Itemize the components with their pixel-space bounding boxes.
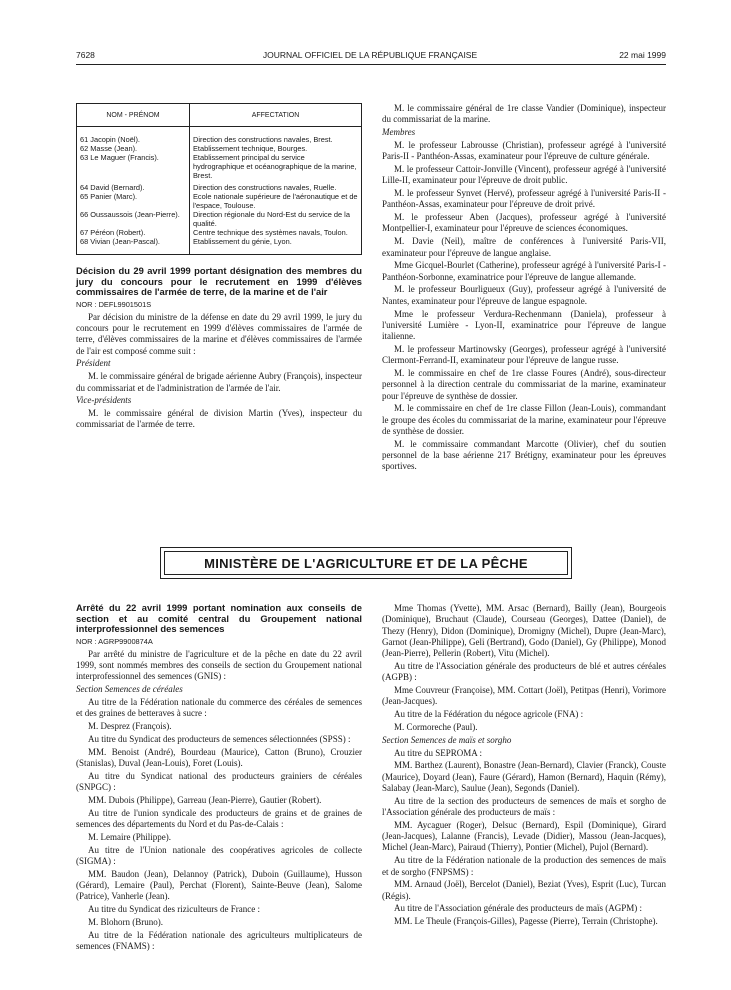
nomination-paragraph: M. Desprez (François). [88, 721, 172, 732]
arrete-nor: NOR : AGRP9900874A [76, 637, 153, 646]
table-row [77, 210, 362, 228]
column-header-name: NOM - PRÉNOM [77, 104, 190, 127]
cereales-entries [76, 697, 362, 952]
member-entry: Mme le professeur Verdura-Rechenmann (Daniela), professeur à l'université Lumière - Lyon-II, examinatrice pour l'épreuve de langue italienne. [382, 308, 666, 342]
affectation-table [76, 103, 362, 255]
table-row [77, 144, 362, 153]
table-cell-name: 62 Masse (Jean). [77, 144, 190, 153]
table-row [77, 153, 362, 180]
table-cell-assignment: Direction régionale du Nord-Est du service de la qualité. [190, 210, 362, 228]
member-entry: M. le professeur Martinowsky (Georges), professeur agrégé à l'université Clermont-Ferrand-II, examinateur pour l'épreuve de langue russe. [382, 343, 666, 366]
nomination-paragraph: Au titre de la Fédération nationale des agriculteurs multiplicateurs de semences (FNAMS) : [76, 929, 362, 951]
nomination-paragraph: MM. Dubois (Philippe), Garreau (Jean-Pierre), Gautier (Robert). [88, 794, 322, 805]
nomination-paragraph: Au titre du Syndicat des riziculteurs de France : [88, 904, 260, 915]
member-entry: M. le professeur Labrousse (Christian), professeur agrégé à l'université Paris-II - Panthéon-Assas, examinateur pour l'épreuve de culture générale. [382, 139, 666, 162]
arrete-intro: Par arrêté du ministre de l'agriculture et de la pêche en date du 22 avril 1999, sont nommés membres des conseils de section du Groupement national interprofessionnel des semences (GNIS) : [76, 648, 362, 682]
nomination-paragraph: Au titre de la Fédération du négoce agricole (FNA) : [394, 709, 584, 720]
nomination-paragraph: M. Blohorn (Bruno). [88, 916, 163, 927]
nomination-paragraph: MM. Aycaguer (Roger), Delsuc (Bernard), Espil (Dominique), Girard (Jean-Jacques), Lalanne (Francis), Levade (Didier), Massou (Jean-Jacques), Michel (Jean-Marc), Pairaud (Thierry), Pontier (Michel), Pujol (Bernard). [382, 819, 666, 853]
vice-president-2: M. le commissaire général de 1re classe Vandier (Dominique), inspecteur du commissariat de la marine. [382, 103, 666, 125]
member-entry: Mme Gicquel-Bourlet (Catherine), professeur agrégé à l'université Paris-I - Panthéon-Sorbonne, examinatrice pour l'épreuve de langue allemande. [382, 260, 666, 282]
nomination-paragraph: Au titre de la Fédération nationale de la production des semences de maïs et de sorgho (FNPSMS) : [382, 855, 666, 877]
vice-president-1: M. le commissaire général de division Martin (Yves), inspecteur du commissariat de l'armée de terre. [76, 408, 362, 430]
page-number: 7628 [76, 50, 95, 60]
nomination-paragraph: Au titre du Syndicat national des producteurs grainiers de céréales (SNPGC) : [76, 770, 362, 793]
president-heading: Président [76, 358, 111, 369]
members-list [382, 140, 666, 473]
nomination-paragraph: Au titre du SEPROMA : [394, 747, 483, 758]
right-column-top [382, 103, 666, 474]
section-cereales-heading: Section Semences de céréales [76, 684, 183, 695]
left-column-top [76, 103, 362, 432]
arrete-title: Arrêté du 22 avril 1999 portant nomination aux conseils de section et au comité central du Groupement national interprofessionnel des semences [76, 602, 362, 634]
section-mais-heading: Section Semences de maïs et sorgho [382, 734, 512, 745]
table-cell-name: 64 David (Bernard). [77, 180, 190, 192]
member-entry: M. le professeur Synvet (Hervé), professeur agrégé à l'université Paris-II - Panthéon-Assas, examinateur pour l'épreuve de droit privé. [382, 188, 666, 210]
table-body [77, 127, 362, 255]
table-cell-name: 65 Panier (Marc). [77, 192, 190, 210]
issue-date: 22 mai 1999 [619, 50, 666, 60]
left-column-bottom [76, 603, 362, 954]
nomination-paragraph: Au titre de l'Union nationale des coopératives agricoles de collecte (SIGMA) : [76, 844, 362, 866]
header-rule [76, 64, 666, 65]
table-cell-name: 66 Oussaussois (Jean-Pierre). [77, 210, 190, 228]
journal-title: JOURNAL OFFICIEL DE LA RÉPUBLIQUE FRANÇAISE [262, 50, 478, 60]
table-row [77, 192, 362, 210]
nomination-paragraph: M. Lemaire (Philippe). [88, 831, 171, 842]
nomination-paragraph: Au titre du Syndicat des producteurs de semences sélectionnées (SPSS) : [88, 733, 351, 744]
table-cell-name: 61 Jacopin (Noël). [77, 127, 190, 145]
table-cell-assignment: Etablissement principal du service hydrographique et océanographique de la marine, Brest. [190, 153, 362, 180]
nomination-paragraph: MM. Arnaud (Joël), Bercelot (Daniel), Beziat (Yves), Esprit (Luc), Turcan (Régis). [382, 879, 666, 901]
table-cell-assignment: Etablissement du génie, Lyon. [190, 237, 362, 255]
president-text: M. le commissaire général de brigade aérienne Aubry (François), inspecteur du commissariat et de l'administration de l'armée de l'air. [76, 371, 362, 393]
nomination-paragraph: Mme Couvreur (Françoise), MM. Cottart (Joël), Petitpas (Henri), Vorimore (Jean-Jacques). [382, 685, 666, 707]
member-entry: M. le commissaire en chef de 1re classe Fillon (Jean-Louis), commandant le groupe des écoles du commissariat de la marine, examinateur pour l'épreuve de synthèse de dossier. [382, 403, 666, 437]
table-row [77, 127, 362, 145]
column-header-assignment: AFFECTATION [190, 104, 362, 127]
table-cell-assignment: Etablissement technique, Bourges. [190, 144, 362, 153]
nomination-paragraph: Au titre de l'union syndicale des producteurs de grains et de graines de semences des départements du Nord et du Pas-de-Calais : [76, 807, 362, 829]
nomination-paragraph: Au titre de la Fédération nationale du commerce des céréales de semences et des graines de betteraves à sucre : [76, 696, 362, 719]
table-cell-assignment: Centre technique des systèmes navals, Toulon. [190, 228, 362, 237]
table-cell-name: 63 Le Maguer (Francis). [77, 153, 190, 180]
member-entry: M. le professeur Cattoir-Jonville (Vincent), professeur agrégé à l'université Lille-II, examinateur pour l'épreuve de droit public. [382, 163, 666, 186]
ministry-title: MINISTÈRE DE L'AGRICULTURE ET DE LA PÊCHE [164, 551, 568, 575]
ministry-banner [160, 547, 572, 579]
decision-intro: Par décision du ministre de la défense en date du 29 avril 1999, le jury du concours pour le recrutement en 1999 d'élèves commissaires de l'armée de terre, d'élèves commissaires de la marine et d'élèves commissaires de l'armée de l'air est composé comme suit : [76, 311, 362, 356]
nomination-paragraph: Au titre de l'Association générale des producteurs de blé et autres céréales (AGPB) : [382, 660, 666, 683]
nomination-paragraph: MM. Le Theule (François-Gilles), Pagesse (Pierre), Terrain (Christophe). [394, 916, 658, 927]
nomination-paragraph: MM. Barthez (Laurent), Bonastre (Jean-Bernard), Clavier (Franck), Couste (Maurice), Doyard (Jean), Faure (Gérard), Hamon (Bernard), Haquin (Rémy), Salabay (Jean-Marc), Saulue (Jean), Segonds (Daniel). [382, 760, 666, 793]
table-row [77, 180, 362, 192]
right-column-bottom [382, 603, 666, 929]
table-cell-assignment: Direction des constructions navales, Brest. [190, 127, 362, 145]
cereales-entries-continued [382, 603, 666, 733]
nomination-paragraph: Mme Thomas (Yvette), MM. Arsac (Bernard), Bailly (Jean), Bourgeois (Dominique), Bruchaut (Claude), Courseau (Georges), Dattee (Daniel), de Thezy (Henry), Didon (Dominique), Dromigny (Michel), Dupre (Jean-Marc), Garnot (Jean-Philippe), Geli (Bertrand), Godo (Daniel), Gy (Philippe), Monod (Jean-Pierre), Pellerin (Robert), Vitu (Michel). [382, 603, 666, 659]
member-entry: M. le commissaire commandant Marcotte (Olivier), chef du soutien personnel de la base aérienne 217 Brétigny, examinateur pour les épreuves sportives. [382, 438, 666, 472]
table-header-row [77, 104, 362, 127]
nomination-paragraph: MM. Baudon (Jean), Delannoy (Patrick), Duboin (Guillaume), Husson (Gérard), Lemaire (Paul), Perchat (Florent), Sainte-Beuve (Jean), Salome (Patrice), Vanherle (Jean). [76, 868, 362, 902]
member-entry: M. le professeur Bourligueux (Guy), professeur agrégé à l'université de Nantes, examinateur pour l'épreuve de langue espagnole. [382, 284, 666, 306]
nomination-paragraph: M. Cormoreche (Paul). [394, 721, 478, 732]
table-row [77, 237, 362, 255]
table-cell-assignment: Ecole nationale supérieure de l'aéronautique et de l'espace, Toulouse. [190, 192, 362, 210]
decision-nor: NOR : DEFL9901501S [76, 300, 152, 309]
members-heading: Membres [382, 127, 416, 138]
nomination-paragraph: MM. Benoist (André), Bourdeau (Maurice), Catton (Bruno), Crouzier (Stanislas), Duval (Jean-Louis), Foret (Louis). [76, 746, 362, 768]
vice-presidents-heading: Vice-présidents [76, 395, 132, 406]
member-entry: M. le commissaire en chef de 1re classe Foures (André), sous-directeur personnel à la direction centrale du commissariat de la marine, examinateur pour l'épreuve de synthèse de dossier. [382, 368, 666, 401]
nomination-paragraph: Au titre de la section des producteurs de semences de maïs et sorgho de l'Association générale des producteurs de maïs : [382, 795, 666, 818]
table-row [77, 228, 362, 237]
decision-title: Décision du 29 avril 1999 portant désignation des membres du jury du concours pour le recrutement en 1999 d'élèves commissaires de l'armée de terre, de la marine et de l'air [76, 265, 362, 297]
table-cell-name: 68 Vivian (Jean-Pascal). [77, 237, 190, 255]
member-entry: M. le professeur Aben (Jacques), professeur agrégé à l'université Montpellier-I, examinateur pour l'épreuve de sciences économiques. [382, 212, 666, 234]
mais-sorgho-entries [382, 748, 666, 928]
table-cell-name: 67 Péréon (Robert). [77, 228, 190, 237]
table-cell-assignment: Direction des constructions navales, Ruelle. [190, 180, 362, 192]
member-entry: M. Davie (Neil), maître de conférences à l'université Paris-VII, examinateur pour l'épreuve de langue anglaise. [382, 236, 666, 258]
nomination-paragraph: Au titre de l'Association générale des producteurs de maïs (AGPM) : [394, 903, 643, 914]
